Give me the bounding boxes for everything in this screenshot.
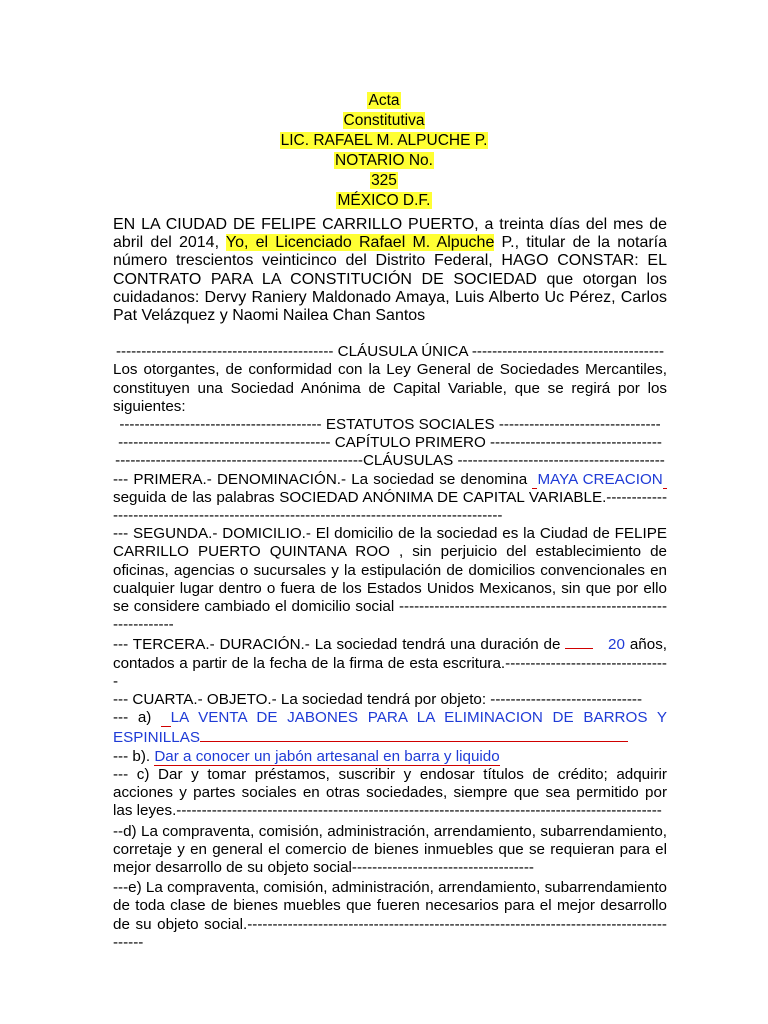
header-subtitle: Constitutiva [343,112,425,129]
clausula-unica-text: Los otorgantes, de conformidad con la Ley General de Sociedades Mercantiles, constituyen una Sociedad Anónima de Capital Variable, que se regirá por los siguientes: [113,361,667,415]
header-location: MÉXICO D.F. [337,192,431,209]
header-notary-name: LIC. RAFAEL M. ALPUCHE P. [280,132,488,149]
header-title: Acta [368,92,400,109]
company-name: MAYA CREACION [537,470,663,488]
clause-cuarta-e: ---e) La compraventa, comisión, administración, arrendamiento, subarrendamiento de toda clase de bienes muebles que fueren necesarios para el mejor desarrollo de su objeto social.----------------------------------------------------------------------------------------- [113,879,667,951]
tercera-text-2: años, contados a partir de la fecha de la firma de esta escritura.--------------------------------- [113,636,668,690]
tercera-text-1: --- TERCERA.- DURACIÓN.- La sociedad tendrá una duración de [113,636,566,654]
clause-segunda: --- SEGUNDA.- DOMICILIO.- El domicilio de la sociedad es la Ciudad de FELIPE CARRILLO PUERTO QUINTANA ROO , sin perjuicio del establecimiento de oficinas, agencias o sucursales y la estipulación de domicilios convencionales en cualquier lugar dentro o fuera de los Estados Unidos Mexicanos, sin que por ello se considere cambiado el domicilio social ----------------------------------------------------------------- [113,525,667,634]
cuarta-a-prefix: --- a) [113,709,161,727]
clause-cuarta-b [113,748,667,766]
intro-text-2: P., titular de la notaría número trescientos veinticinco del Distrito Federal, HAGO CONSTAR: EL CONTRATO PARA LA CONSTITUCIÓN DE SOCIEDAD que otorgan los cuidadanos: Dervy Raniery Maldonado Amaya, Luis Alberto Uc Pérez, Carlos Pat Velázquez y Naomi Nailea Chan Santos [113,234,668,325]
clausula-unica-heading: ------------------------------------------- CLÁUSULA ÚNICA -------------------------------------- [115,343,665,361]
header-notary-number: 325 [371,172,397,189]
clause-cuarta-d: --d) La compraventa, comisión, administración, arrendamiento, subarrendamiento, corretaje y en general el comercio de bienes inmuebles que se requieran para el mejor desarrollo de su objeto social------------------------------------ [113,822,667,876]
clause-tercera [113,634,667,691]
intro-text-1: EN LA CIUDAD DE FELIPE CARRILLO PUERTO, a treinta días del mes de abril del 2014, [113,216,667,252]
primera-text-2: seguida de las palabras SOCIEDAD ANÓNIMA DE CAPITAL VARIABLE.----------------------------------------------------------------------------------------- [113,488,667,525]
primera-text-1: --- PRIMERA.- DENOMINACIÓN.- La sociedad se denomina [113,470,533,488]
cuarta-b-prefix: --- b). [113,747,155,765]
clausulas-heading: -------------------------------------------------CLÁUSULAS ----------------------------------------- [115,452,665,470]
clause-primera [113,471,667,526]
estatutos-heading: ---------------------------------------- ESTATUTOS SOCIALES -------------------------------- [119,416,661,434]
document-body [113,216,667,952]
clause-cuarta-a [113,709,667,747]
intro-highlight: Yo, el Licenciado Rafael M. Alpuche [225,234,495,252]
clause-cuarta-heading: --- CUARTA.- OBJETO.- La sociedad tendrá por objeto: ------------------------------ [113,691,643,709]
document-header [0,91,768,211]
header-notary-label: NOTARIO No. [335,152,433,169]
clause-cuarta-c: --- c) Dar y tomar préstamos, suscribir y endosar títulos de crédito; adquirir acciones y partes sociales en otras sociedades, siempre que sea permitido por las leyes.------------------------------------------------------------------------------------------------ [113,765,667,820]
intro-paragraph [113,216,667,325]
objeto-b-text: Dar a conocer un jabón artesanal en barra y liquido [154,747,500,765]
objeto-a-text: LA VENTA DE JABONES PARA LA ELIMINACION DE BARROS Y ESPINILLAS [113,709,667,747]
capitulo-heading: ------------------------------------------ CAPÍTULO PRIMERO ---------------------------------- [118,434,662,452]
duration-value: 20 [608,636,625,654]
